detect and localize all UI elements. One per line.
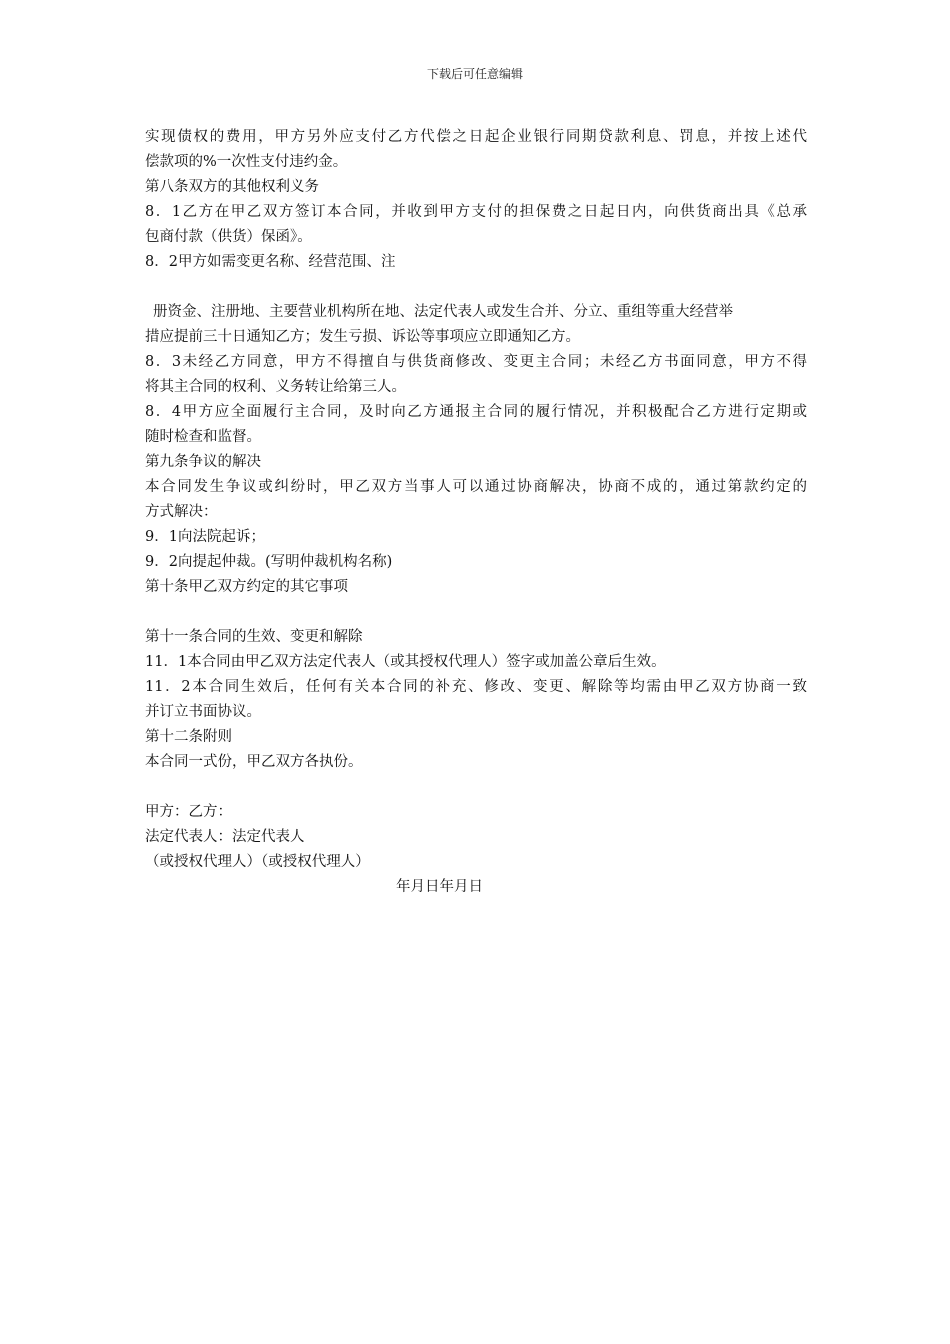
- document-body: [145, 125, 807, 900]
- text-line: 甲方：乙方：: [145, 804, 232, 820]
- text-line: 第十条甲乙双方约定的其它事项: [145, 579, 348, 595]
- text-line: 随时检查和监督。: [145, 429, 261, 445]
- text-line: 8．2甲方如需变更名称、经营范围、注: [145, 254, 396, 270]
- text-line: 第十一条合同的生效、变更和解除: [145, 629, 363, 645]
- text-line: 本合同发生争议或纠纷时，甲乙双方当事人可以通过协商解决，协商不成的，通过第款约定的: [145, 479, 807, 495]
- text-line: 包商付款（供货）保函》。: [145, 229, 312, 245]
- text-line: 8．3未经乙方同意，甲方不得擅自与供货商修改、变更主合同；未经乙方书面同意，甲方不得: [145, 354, 807, 370]
- text-line: 9．2向提起仲裁。(写明仲裁机构名称): [145, 554, 393, 570]
- text-line: 年月日年月日: [396, 879, 483, 895]
- text-line: 措应提前三十日通知乙方；发生亏损、诉讼等事项应立即通知乙方。: [145, 329, 580, 345]
- page-header: 下载后可任意编辑: [426, 67, 523, 81]
- text-line: 偿款项的%一次性支付违约金。: [145, 154, 348, 170]
- text-line: 法定代表人：法定代表人: [145, 829, 305, 845]
- blank-line: [145, 275, 807, 300]
- text-line: 将其主合同的权利、义务转让给第三人。: [145, 379, 406, 395]
- text-line: 册资金、注册地、主要营业机构所在地、法定代表人或发生合并、分立、重组等重大经营举: [153, 304, 733, 320]
- text-line: 8．1乙方在甲乙双方签订本合同，并收到甲方支付的担保费之日起日内，向供货商出具《总承: [145, 204, 807, 220]
- text-line: 本合同一式份，甲乙双方各执份。: [145, 754, 363, 770]
- text-line: 实现债权的费用，甲方另外应支付乙方代偿之日起企业银行同期贷款利息、罚息，并按上述代: [145, 129, 807, 145]
- text-line: 第十二条附则: [145, 729, 232, 745]
- blank-line: [145, 600, 807, 625]
- text-line: 9．1向法院起诉；: [145, 529, 265, 545]
- text-line: 方式解决：: [145, 504, 218, 520]
- text-line: （或授权代理人）（或授权代理人）: [145, 854, 370, 870]
- text-line: 11．1本合同由甲乙双方法定代表人（或其授权代理人）签字或加盖公章后生效。: [145, 654, 666, 670]
- text-line: 第九条争议的解决: [145, 454, 261, 470]
- text-line: 第八条双方的其他权利义务: [145, 179, 319, 195]
- blank-line: [145, 775, 807, 800]
- text-line: 8．4甲方应全面履行主合同，及时向乙方通报主合同的履行情况，并积极配合乙方进行定期或: [145, 404, 807, 420]
- text-line: 11．2本合同生效后，任何有关本合同的补充、修改、变更、解除等均需由甲乙双方协商一致: [145, 679, 807, 695]
- text-line: 并订立书面协议。: [145, 704, 261, 720]
